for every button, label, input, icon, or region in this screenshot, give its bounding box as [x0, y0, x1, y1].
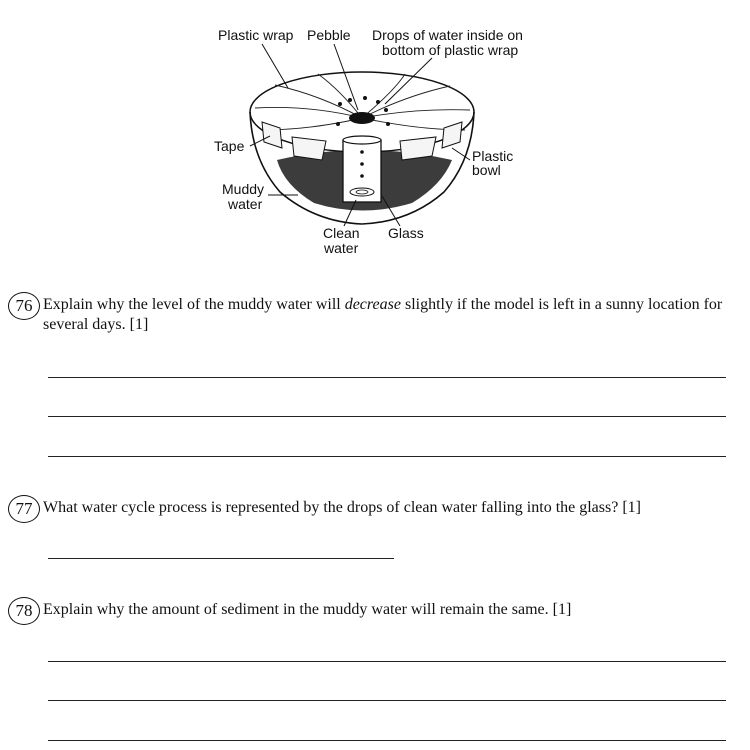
label-plastic-bowl-line1: Plastic	[472, 148, 514, 164]
question-number: 77	[8, 495, 40, 523]
label-drops-line2: bottom of plastic wrap	[382, 42, 519, 58]
answer-line[interactable]	[48, 456, 726, 457]
glass	[343, 136, 381, 202]
points: [1]	[552, 601, 572, 618]
label-pebble: Pebble	[307, 27, 351, 43]
answer-line[interactable]	[48, 377, 726, 378]
pebble	[349, 112, 375, 124]
points: [1]	[622, 499, 641, 516]
label-plastic-bowl-line2: bowl	[472, 162, 501, 178]
answer-line[interactable]	[48, 416, 726, 417]
question-number: 76	[8, 292, 40, 320]
emphasis: decrease	[344, 296, 401, 313]
label-plastic-wrap: Plastic wrap	[218, 27, 294, 43]
points: [1]	[129, 316, 149, 333]
answer-line[interactable]	[48, 740, 726, 741]
question-text: Explain why the level of the muddy water will decrease slightly if the model is left in a sunny location for several days. [1]	[43, 296, 723, 333]
answer-line[interactable]	[48, 700, 726, 701]
label-clean-water-line1: Clean	[323, 225, 360, 241]
question-number: 78	[8, 597, 40, 625]
label-clean-water-line2: water	[324, 240, 359, 256]
question-text: Explain why the amount of sediment in the muddy water will remain the same. [1]	[43, 601, 572, 618]
solar-still-diagram	[0, 0, 750, 270]
label-glass: Glass	[388, 225, 424, 241]
question-text: What water cycle process is represented by the drops of clean water falling into the glass? [1]	[43, 499, 641, 516]
answer-line[interactable]	[48, 558, 394, 559]
answer-line[interactable]	[48, 661, 726, 662]
label-drops-line1: Drops of water inside on	[372, 27, 523, 43]
label-tape: Tape	[214, 138, 245, 154]
label-muddy-water-line1: Muddy	[222, 181, 265, 197]
label-muddy-water-line2: water	[228, 196, 263, 212]
